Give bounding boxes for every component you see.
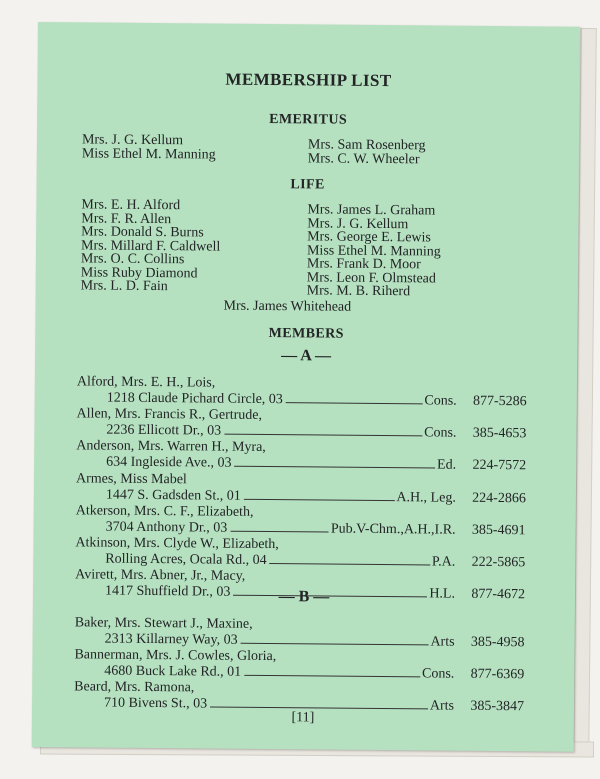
member-entry <box>77 375 527 411</box>
member-name: Baker, Mrs. Stewart J., Maxine, <box>74 615 253 632</box>
member-affiliation: A.H., Leg. <box>396 489 456 506</box>
member-name: Mrs. L. D. Fain <box>80 278 168 295</box>
member-name: Miss Ethel M. Manning <box>306 242 441 260</box>
life-right-column <box>307 203 442 299</box>
member-name: Mrs. C. W. Wheeler <box>307 150 420 167</box>
dotted-leader <box>244 498 395 500</box>
member-name: Mrs. E. H. Alford <box>81 197 181 214</box>
member-name: Bannerman, Mrs. J. Cowles, Gloria, <box>74 647 277 665</box>
members-list-b <box>74 616 525 716</box>
member-address: 710 Bivens St., 03 <box>103 695 208 712</box>
member-entry <box>74 649 524 685</box>
member-name: Atkinson, Mrs. Clyde W., Elizabeth, <box>75 535 279 553</box>
dotted-leader <box>241 643 429 646</box>
member-address: 1417 Shuffield Dr., 03 <box>104 583 231 600</box>
member-affiliation: Cons. <box>424 425 457 441</box>
member-phone: 877-5286 <box>472 393 527 410</box>
member-phone: 385-3847 <box>470 699 525 715</box>
member-name: Miss Ethel M. Manning <box>81 145 216 163</box>
member-address: 2236 Ellicott Dr., 03 <box>106 422 222 439</box>
member-entry <box>76 408 526 444</box>
dotted-leader <box>244 675 420 678</box>
member-entry <box>76 440 526 476</box>
member-name: Mrs. Leon F. Olmstead <box>306 269 436 286</box>
member-address: 4680 Buck Lake Rd., 01 <box>104 663 242 680</box>
member-name: Mrs. Frank D. Moor <box>306 256 421 273</box>
member-address: 1218 Claude Pichard Circle, 03 <box>106 390 283 408</box>
member-address: Rolling Acres, Ocala Rd., 04 <box>105 551 267 568</box>
page-title: MEMBERSHIP LIST <box>225 69 392 91</box>
page-number: [11] <box>291 710 315 726</box>
member-address: 3704 Anthony Dr., 03 <box>105 519 228 536</box>
member-name: Armes, Miss Mabel <box>75 470 187 487</box>
member-name: Allen, Mrs. Francis R., Gertrude, <box>76 406 263 424</box>
member-phone: 224-7572 <box>472 458 527 474</box>
member-affiliation: Arts <box>429 698 455 715</box>
member-phone: 385-4958 <box>470 634 525 651</box>
members-list-a <box>75 375 527 604</box>
life-center-name <box>223 300 351 315</box>
member-phone: 222-5865 <box>471 554 526 571</box>
member-name: Alford, Mrs. E. H., Lois, <box>76 374 216 391</box>
dotted-leader <box>286 402 423 404</box>
member-name: Mrs. Millard F. Caldwell <box>80 237 221 255</box>
member-affiliation: P.A. <box>431 554 456 570</box>
member-entry <box>76 472 526 508</box>
member-affiliation: Arts <box>430 634 455 650</box>
membership-page <box>32 22 580 752</box>
emeritus-left-column <box>82 133 216 161</box>
member-affiliation: Cons. <box>421 666 455 682</box>
member-name: Beard, Mrs. Ramona, <box>74 679 195 696</box>
member-affiliation: H.L. <box>429 586 456 602</box>
member-name: Mrs. J. G. Kellum <box>81 132 184 149</box>
dotted-leader <box>234 466 435 469</box>
member-name: Mrs. J. G. Kellum <box>307 215 409 232</box>
dotted-leader <box>270 563 430 565</box>
member-name: Anderson, Mrs. Warren H., Myra, <box>76 438 266 456</box>
member-name: Mrs. O. C. Collins <box>80 251 185 268</box>
member-name: Mrs. Donald S. Burns <box>81 224 204 241</box>
life-left-column <box>81 198 221 294</box>
member-name: Miss Ruby Diamond <box>80 264 198 281</box>
member-name: Mrs. F. R. Allen <box>81 210 172 227</box>
emeritus-heading: EMERITUS <box>269 112 348 128</box>
member-phone: 877-6369 <box>470 666 525 683</box>
member-affiliation: Pub.V-Chm.,A.H.,I.R. <box>330 521 456 538</box>
member-phone: 385-4653 <box>472 425 527 442</box>
member-name: Mrs. George E. Lewis <box>307 229 431 246</box>
life-heading: LIFE <box>290 177 325 193</box>
member-entry <box>75 616 525 652</box>
letter-divider-a: — A — <box>281 347 332 365</box>
dotted-leader <box>224 434 422 437</box>
dotted-leader <box>230 530 329 532</box>
members-heading: MEMBERS <box>268 326 344 342</box>
member-phone: 385-4691 <box>471 522 526 539</box>
member-entry <box>76 504 526 540</box>
member-name: Atkerson, Mrs. C. F., Elizabeth, <box>75 503 254 520</box>
member-address: 634 Ingleside Ave., 03 <box>106 454 232 472</box>
emeritus-right-column <box>308 138 426 166</box>
member-name: Mrs. James L. Graham <box>307 202 436 219</box>
member-address: 2313 Killarney Way, 03 <box>104 631 238 648</box>
member-affiliation: Ed. <box>437 457 457 474</box>
member-name: Mrs. Sam Rosenberg <box>307 137 426 154</box>
member-name: Mrs. M. B. Riherd <box>306 283 411 300</box>
member-entry <box>75 536 525 572</box>
member-phone: 877-4672 <box>471 586 526 603</box>
member-affiliation: Cons. <box>424 393 457 409</box>
member-name: Mrs. James Whitehead <box>223 298 352 315</box>
member-phone: 224-2866 <box>472 490 526 506</box>
member-name: Avirett, Mrs. Abner, Jr., Macy, <box>75 567 246 584</box>
letter-divider-b: — B — <box>278 588 330 606</box>
member-address: 1447 S. Gadsden St., 01 <box>105 487 241 504</box>
